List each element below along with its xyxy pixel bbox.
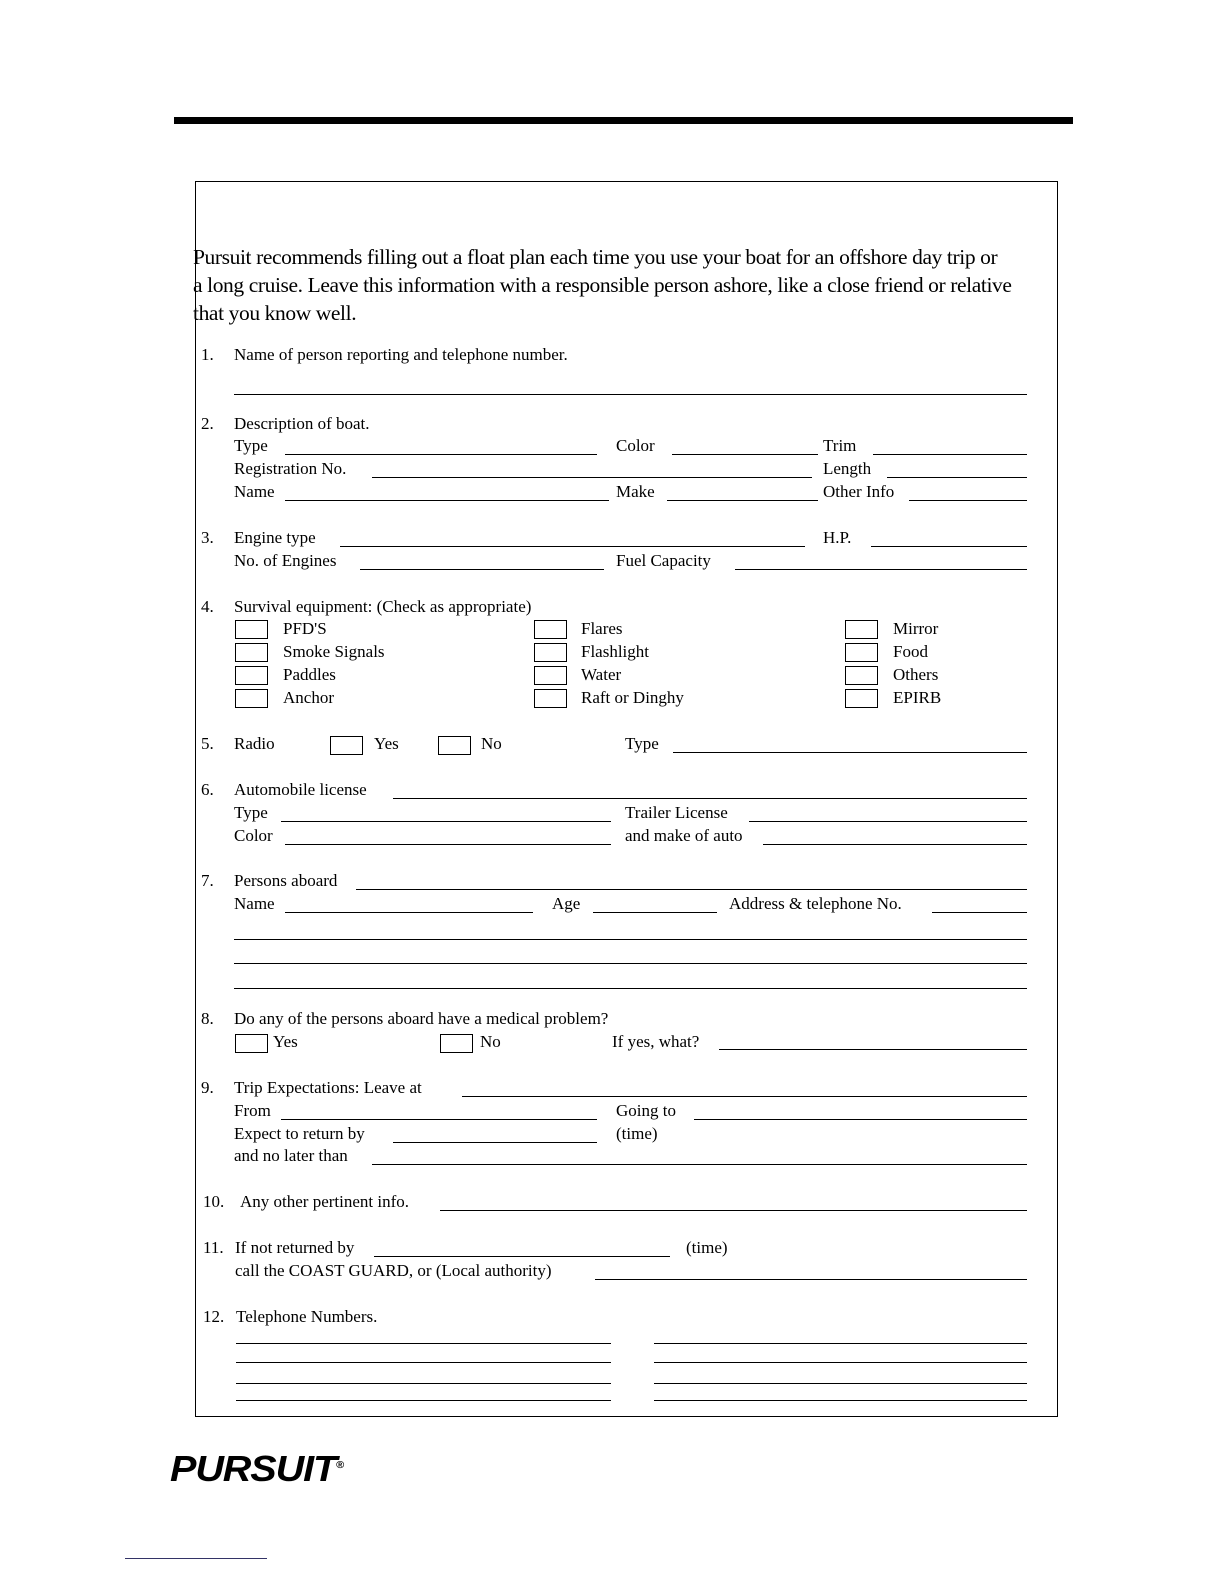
expect-return-field[interactable]	[393, 1142, 597, 1143]
item-number: 8.	[201, 1009, 214, 1028]
medical-question: Do any of the persons aboard have a medical problem?	[234, 1009, 609, 1028]
auto-color-field[interactable]	[285, 844, 611, 845]
not-returned-time-label: (time)	[686, 1238, 728, 1257]
address-label: Address & telephone No.	[729, 894, 902, 913]
telephone-field[interactable]	[236, 1343, 611, 1344]
checkbox-raft[interactable]	[534, 689, 567, 708]
engines-count-label: No. of Engines	[234, 551, 337, 570]
auto-type-label: Type	[234, 803, 268, 822]
engine-type-label: Engine type	[234, 528, 316, 547]
telephone-field[interactable]	[236, 1383, 611, 1384]
boat-name-label: Name	[234, 482, 275, 501]
boat-type-field[interactable]	[285, 454, 597, 455]
checkbox-medical-no[interactable]	[440, 1034, 473, 1053]
persons-aboard-field[interactable]	[356, 889, 1027, 890]
medical-what-label: If yes, what?	[612, 1032, 700, 1051]
expect-return-label: Expect to return by	[234, 1124, 365, 1143]
auto-license-field[interactable]	[393, 798, 1027, 799]
make-label: Make	[616, 482, 655, 501]
pursuit-logo: PURSUIT®	[170, 1448, 344, 1489]
medical-what-field[interactable]	[719, 1049, 1027, 1050]
engines-count-field[interactable]	[360, 569, 604, 570]
checkbox-paddles[interactable]	[235, 666, 268, 685]
return-time-label: (time)	[616, 1124, 658, 1143]
boat-description-label: Description of boat.	[234, 414, 370, 433]
checkbox-radio-yes[interactable]	[330, 736, 363, 755]
intro-line-3: that you know well.	[193, 301, 357, 325]
registration-label: Registration No.	[234, 459, 347, 478]
boat-name-field[interactable]	[285, 500, 609, 501]
medical-no-label: No	[480, 1032, 501, 1051]
radio-type-label: Type	[625, 734, 659, 753]
raft-label: Raft or Dinghy	[581, 688, 684, 707]
not-returned-field[interactable]	[374, 1256, 670, 1257]
telephone-field[interactable]	[236, 1400, 611, 1401]
make-field[interactable]	[667, 500, 818, 501]
boat-color-field[interactable]	[672, 454, 818, 455]
radio-label: Radio	[234, 734, 275, 753]
call-authority-field[interactable]	[595, 1279, 1027, 1280]
checkbox-epirb[interactable]	[845, 689, 878, 708]
item-number: 10.	[203, 1192, 225, 1211]
no-later-label: and no later than	[234, 1146, 348, 1165]
checkbox-flashlight[interactable]	[534, 643, 567, 662]
intro-line-2: a long cruise. Leave this information with a responsible person ashore, like a close friend or relative	[193, 273, 1012, 297]
going-to-field[interactable]	[694, 1119, 1027, 1120]
item-number: 3.	[201, 528, 214, 547]
age-label: Age	[552, 894, 581, 913]
other-pertinent-field[interactable]	[440, 1210, 1027, 1211]
smoke-signals-label: Smoke Signals	[283, 642, 385, 661]
telephone-field[interactable]	[236, 1362, 611, 1363]
other-info-label: Other Info	[823, 482, 895, 501]
persons-aboard-label: Persons aboard	[234, 871, 338, 890]
medical-yes-label: Yes	[273, 1032, 298, 1051]
registration-field[interactable]	[372, 477, 812, 478]
intro-line-1: Pursuit recommends filling out a float plan each time you use your boat for an offshore day trip or	[193, 245, 998, 269]
logo-text: PURSUIT	[170, 1448, 337, 1489]
checkbox-mirror[interactable]	[845, 620, 878, 639]
item-number: 11.	[203, 1238, 224, 1257]
from-label: From	[234, 1101, 271, 1120]
header-rule	[174, 117, 1073, 124]
other-pertinent-label: Any other pertinent info.	[240, 1192, 410, 1211]
paddles-label: Paddles	[283, 665, 336, 684]
checkbox-water[interactable]	[534, 666, 567, 685]
checkbox-pfds[interactable]	[235, 620, 268, 639]
address-field[interactable]	[932, 912, 1027, 913]
pfds-label: PFD'S	[283, 619, 327, 638]
checkbox-anchor[interactable]	[235, 689, 268, 708]
others-label: Others	[893, 665, 939, 684]
leave-at-field[interactable]	[462, 1096, 1027, 1097]
fuel-capacity-field[interactable]	[735, 569, 1027, 570]
auto-color-label: Color	[234, 826, 273, 845]
item-number: 9.	[201, 1078, 214, 1097]
telephone-numbers-label: Telephone Numbers.	[236, 1307, 378, 1326]
checkbox-flares[interactable]	[534, 620, 567, 639]
flashlight-label: Flashlight	[581, 642, 650, 661]
fuel-capacity-label: Fuel Capacity	[616, 551, 711, 570]
boat-trim-label: Trim	[823, 436, 857, 455]
length-field[interactable]	[887, 477, 1027, 478]
telephone-field[interactable]	[654, 1343, 1027, 1344]
trailer-license-label: Trailer License	[625, 803, 728, 822]
boat-type-label: Type	[234, 436, 268, 455]
telephone-field[interactable]	[654, 1362, 1027, 1363]
checkbox-medical-yes[interactable]	[235, 1034, 268, 1053]
auto-make-field[interactable]	[763, 844, 1027, 845]
food-label: Food	[893, 642, 928, 661]
from-field[interactable]	[281, 1119, 597, 1120]
item-number: 4.	[201, 597, 214, 616]
water-label: Water	[581, 665, 622, 684]
radio-type-field[interactable]	[673, 752, 1027, 753]
leave-at-label: Trip Expectations: Leave at	[234, 1078, 422, 1097]
anchor-label: Anchor	[283, 688, 334, 707]
item-number: 5.	[201, 734, 214, 753]
item-number: 7.	[201, 871, 214, 890]
flares-label: Flares	[581, 619, 623, 638]
boat-color-label: Color	[616, 436, 655, 455]
auto-license-label: Automobile license	[234, 780, 367, 799]
going-to-label: Going to	[616, 1101, 676, 1120]
item-number: 6.	[201, 780, 214, 799]
survival-equipment-label: Survival equipment: (Check as appropriate)	[234, 597, 532, 616]
age-field[interactable]	[593, 912, 717, 913]
radio-yes-label: Yes	[374, 734, 399, 753]
other-info-field[interactable]	[909, 500, 1027, 501]
boat-trim-field[interactable]	[873, 454, 1027, 455]
persons-extra-line[interactable]	[234, 963, 1027, 964]
auto-make-label: and make of auto	[625, 826, 743, 845]
item-number: 2.	[201, 414, 214, 433]
reporter-field[interactable]	[234, 394, 1027, 395]
radio-no-label: No	[481, 734, 502, 753]
checkbox-smoke-signals[interactable]	[235, 643, 268, 662]
persons-extra-line[interactable]	[234, 939, 1027, 940]
call-authority-label: call the COAST GUARD, or (Local authority)	[235, 1261, 552, 1280]
telephone-field[interactable]	[654, 1383, 1027, 1384]
checkbox-radio-no[interactable]	[438, 736, 471, 755]
reporter-label: Name of person reporting and telephone number.	[234, 345, 568, 364]
length-label: Length	[823, 459, 872, 478]
engine-type-field[interactable]	[340, 546, 805, 547]
person-name-label: Name	[234, 894, 275, 913]
item-number: 12.	[203, 1307, 225, 1326]
trailer-license-field[interactable]	[749, 821, 1027, 822]
hp-label: H.P.	[823, 528, 852, 547]
auto-type-field[interactable]	[281, 821, 611, 822]
hp-field[interactable]	[871, 546, 1027, 547]
checkbox-food[interactable]	[845, 643, 878, 662]
person-name-field[interactable]	[285, 912, 533, 913]
not-returned-label: If not returned by	[235, 1238, 355, 1257]
telephone-field[interactable]	[654, 1400, 1027, 1401]
epirb-label: EPIRB	[893, 688, 942, 707]
no-later-field[interactable]	[372, 1164, 1027, 1165]
persons-extra-line[interactable]	[234, 988, 1027, 989]
item-number: 1.	[201, 345, 214, 364]
checkbox-others[interactable]	[845, 666, 878, 685]
footer-rule	[125, 1558, 267, 1559]
mirror-label: Mirror	[893, 619, 939, 638]
